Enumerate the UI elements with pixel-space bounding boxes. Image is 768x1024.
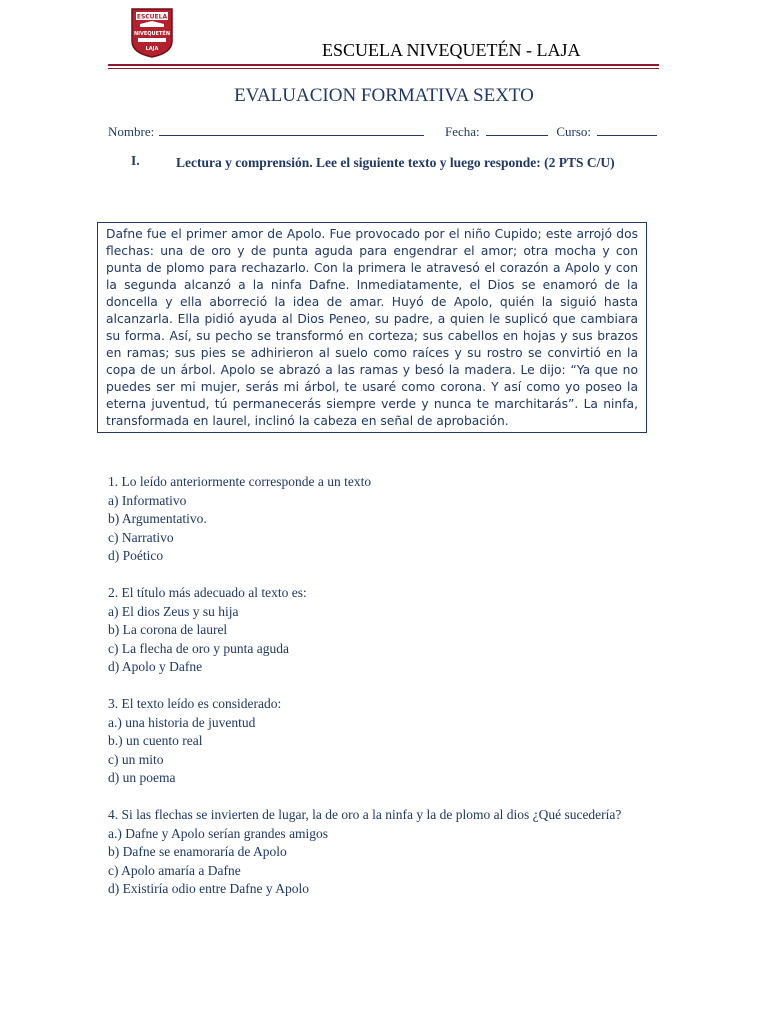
answer-option: c) La flecha de oro y punta aguda	[108, 640, 290, 656]
section-number: I.	[131, 153, 140, 168]
answer-option: d) Poético	[108, 548, 164, 563]
question-3	[108, 695, 668, 788]
page-title: EVALUACION FORMATIVA SEXTO	[234, 85, 534, 106]
answer-option: b) Argumentativo.	[108, 511, 207, 526]
header-divider-thin	[108, 68, 659, 69]
student-info-row	[108, 124, 657, 140]
question-2	[108, 584, 668, 677]
header-divider	[108, 64, 659, 66]
answer-option: c) Narrativo	[108, 529, 174, 545]
answer-option: b) Dafne se enamoraría de Apolo	[108, 844, 287, 859]
school-name: ESCUELA NIVEQUETÉN - LAJA	[322, 40, 581, 60]
date-label: Fecha:	[444, 124, 480, 139]
course-field[interactable]	[597, 125, 657, 136]
answer-option: c) Apolo amaría a Dafne	[108, 862, 241, 878]
course-label: Curso:	[556, 124, 592, 139]
answer-option: d) Apolo y Dafne	[108, 659, 203, 674]
answer-option: c) un mito	[108, 751, 164, 767]
reading-passage: Dafne fue el primer amor de Apolo. Fue provocado por el niño Cupido; este arrojó dos flechas: una de oro y de punta aguda para engendrar el amor; otra mocha y con punta de plomo para rechazarlo. Con la primera le atravesó el corazón a Apolo y con la segunda alcanzó a la ninfa Dafne. Inmediatamente, el Dios se enamoró de la doncella y ella aborreció la idea de amar. Huyó de Apolo, quién la siguió hasta alcanzarla. Ella pidió ayuda al Dios Peneo, su padre, a quien le suplicó que cambiara su forma. Así, su pecho se transformó en corteza; sus cabellos en hojas y sus brazos en ramas; sus pies se adhirieron al suelo como raíces y su rostro se convirtió en la copa de un árbol. Apolo se abrazó a las ramas y besó la madera. Le dijo: “Ya que no puedes ser mi mujer, serás mi árbol, te usaré como corona. Y así como yo poseo la eterna juventud, tú permanecerás siempre verde y nunca te marchitarás”. La ninfa, transformada en laurel, inclinó la cabeza en señal de aprobación.	[97, 222, 647, 433]
answer-option: a.) una historia de juventud	[108, 714, 256, 730]
answer-option: a.) Dafne y Apolo serían grandes amigos	[108, 825, 329, 841]
answer-option: d) un poema	[108, 770, 176, 785]
school-logo	[130, 7, 174, 59]
logo-text-bottom: LAJA	[145, 46, 159, 52]
answer-option: b.) un cuento real	[108, 733, 203, 748]
answer-option: a) Informativo	[108, 492, 187, 508]
question-text: 3. El texto leído es considerado:	[108, 696, 282, 711]
answer-option: b) La corona de laurel	[108, 622, 228, 637]
logo-text-mid: NIVEQUETÉN	[133, 31, 171, 37]
question-4	[108, 806, 648, 899]
question-text: 4. Si las flechas se invierten de lugar, la de oro a la ninfa y la de plomo al dios ¿Qué sucedería?	[108, 807, 622, 822]
question-text: 2. El título más adecuado al texto es:	[108, 585, 307, 600]
answer-option: a) El dios Zeus y su hija	[108, 603, 239, 619]
name-label: Nombre:	[108, 124, 155, 139]
question-1	[108, 473, 668, 566]
question-text: 1. Lo leído anteriormente corresponde a un texto	[108, 474, 372, 489]
date-field[interactable]	[486, 125, 548, 136]
name-field[interactable]	[159, 125, 424, 136]
logo-text-top: ESCUELA	[136, 13, 168, 21]
section-instruction: Lectura y comprensión. Lee el siguiente texto y luego responde: (2 PTS C/U)	[176, 155, 615, 170]
answer-option: d) Existiría odio entre Dafne y Apolo	[108, 881, 309, 896]
